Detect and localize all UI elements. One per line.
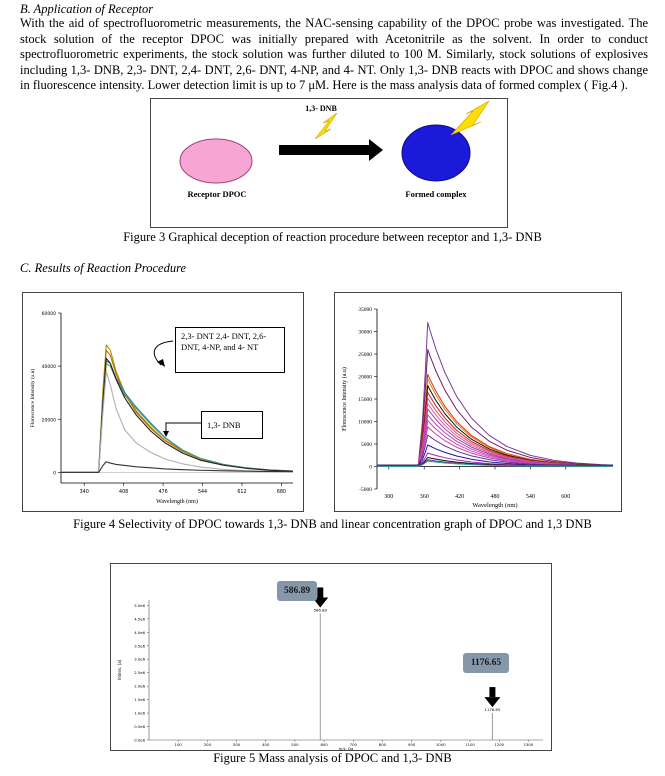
complex-ellipse xyxy=(402,125,470,181)
y-tick-label: 40000 xyxy=(41,365,56,371)
y-tick-label: 15000 xyxy=(358,397,372,403)
y-tick-label: 3.5e6 xyxy=(134,643,145,649)
x-tick-label: 612 xyxy=(237,490,247,495)
x-tick-label: 100 xyxy=(174,742,182,747)
y-axis-label: Florescence Intensity (a.u) xyxy=(342,367,348,431)
x-tick-label: 1100 xyxy=(465,742,475,747)
x-tick-label: 800 xyxy=(378,742,387,747)
x-tick-label: 900 xyxy=(408,742,416,747)
peak-label: 586.89 xyxy=(313,607,327,613)
y-tick-label: 60000 xyxy=(41,312,56,317)
figure4-right-frame xyxy=(334,292,622,512)
x-tick-label: 420 xyxy=(455,494,465,500)
peak-label: 1176.65 xyxy=(484,707,501,713)
peak-callout-586: 586.89 xyxy=(277,581,317,601)
figure4-left-frame xyxy=(22,292,304,512)
y-tick-label: 5.0e6 xyxy=(134,602,145,608)
x-tick-label: 700 xyxy=(349,742,357,747)
annotation-arrow-head xyxy=(157,359,165,367)
figure5-caption: Figure 5 Mass analysis of DPOC and 1,3- DNB xyxy=(213,751,452,765)
x-tick-label: 500 xyxy=(291,742,299,747)
figure3-frame xyxy=(150,98,508,228)
peak-arrow-shaft xyxy=(489,687,495,697)
reaction-arrow-shaft xyxy=(279,145,371,155)
x-tick-label: 360 xyxy=(419,494,429,500)
x-tick-label: 300 xyxy=(232,742,241,747)
x-tick-label: 1200 xyxy=(494,742,505,747)
receptor-label: Receptor DPOC xyxy=(187,189,247,199)
y-tick-label: 0 xyxy=(53,471,56,477)
x-tick-label: 340 xyxy=(79,490,89,495)
arrow-label: 1,3- DNB xyxy=(305,104,337,113)
series-line xyxy=(61,462,293,473)
x-tick-label: 544 xyxy=(197,490,208,495)
reaction-arrow-head xyxy=(369,139,383,161)
section-b-heading: B. Application of Receptor xyxy=(20,2,154,16)
annotation-dnb: 1,3- DNB xyxy=(201,411,263,439)
y-tick-label: -5000 xyxy=(359,487,372,493)
y-tick-label: 3.0e6 xyxy=(134,656,145,662)
y-tick-label: 1.5e6 xyxy=(134,697,145,703)
selectivity-chart xyxy=(23,293,303,511)
complex-label: Formed complex xyxy=(405,189,467,199)
y-axis-label: Intens. [a] xyxy=(117,659,122,681)
bolt-icon xyxy=(315,113,337,139)
x-tick-label: 600 xyxy=(320,742,328,747)
x-axis-label: m/z, Da xyxy=(338,746,354,750)
peak-arrow-shaft xyxy=(317,587,323,597)
annotation-arrow-curve xyxy=(154,341,173,365)
y-tick-label: 25000 xyxy=(358,352,372,358)
peak-callout-1176: 1176.65 xyxy=(463,653,509,673)
y-tick-label: 35000 xyxy=(358,307,372,313)
series-line xyxy=(377,427,613,465)
y-tick-label: 0.0e6 xyxy=(134,737,145,743)
y-tick-label: 30000 xyxy=(358,329,372,336)
x-tick-label: 480 xyxy=(490,494,500,500)
y-tick-label: 5000 xyxy=(361,442,372,448)
y-tick-label: 2.5e6 xyxy=(134,670,145,676)
annotation-other-explosives: 2,3- DNT 2,4- DNT, 2,6- DNT, 4-NP, and 4- NT xyxy=(175,327,285,373)
x-tick-label: 1300 xyxy=(523,742,534,747)
peak-arrow-head xyxy=(484,697,500,707)
x-tick-label: 600 xyxy=(561,494,571,500)
figure5-frame xyxy=(110,563,552,751)
figure4-caption: Figure 4 Selectivity of DPOC towards 1,3- DNB and linear concentration graph of DPOC and 1,3 DNB xyxy=(73,517,592,531)
x-tick-label: 408 xyxy=(119,490,129,495)
x-tick-label: 300 xyxy=(384,494,394,500)
y-tick-label: 10000 xyxy=(358,419,372,426)
y-tick-label: 4.5e6 xyxy=(134,616,145,622)
figure3-caption: Figure 3 Graphical deception of reaction procedure between receptor and 1,3- DNB xyxy=(123,230,542,244)
section-c-heading: C. Results of Reaction Procedure xyxy=(20,261,187,275)
y-tick-label: 4.0e6 xyxy=(134,629,145,635)
x-tick-label: 680 xyxy=(276,490,286,495)
y-tick-label: 0.5e6 xyxy=(134,724,145,730)
x-tick-label: 540 xyxy=(525,494,535,500)
x-tick-label: 476 xyxy=(158,490,168,495)
annotation-arrow-elbow xyxy=(166,423,201,433)
section-b-paragraph: With the aid of spectrofluorometric measurements, the NAC-sensing capability of the DPOC probe was investigated. The stock solution of the receptor DPOC was initially prepared with Acetonitrile as the solvent. In order to conduct spectrofluorometric experiments, the stock solution was further diluted to 100 M. Similarly, stock solutions of explosives including 1,3- DNB, 2,3- DNT, 2,4- DNT, 2,6- DNT, 4-NP, and 4- NT. Only 1,3- DNB reacts with DPOC and shows change in fluorescence intensity. Lower detection limit is up to 7 μM. Here is the mass analysis data of formed complex ( Fig.4 ). xyxy=(20,16,648,92)
y-tick-label: 0 xyxy=(369,464,372,471)
series-line xyxy=(377,350,613,466)
x-tick-label: 200 xyxy=(203,742,211,747)
y-tick-label: 20000 xyxy=(41,418,56,424)
x-tick-label: 400 xyxy=(262,742,270,747)
y-tick-label: 20000 xyxy=(358,374,372,381)
y-tick-label: 1.0e6 xyxy=(134,710,145,716)
bolt-icon xyxy=(451,101,489,135)
x-tick-label: 1000 xyxy=(436,742,446,747)
y-tick-label: 2.0e6 xyxy=(134,683,145,689)
figure3-diagram xyxy=(151,99,507,227)
receptor-ellipse xyxy=(180,139,252,183)
x-axis-label: Wavelength (nm) xyxy=(156,499,198,505)
concentration-chart xyxy=(335,293,621,511)
y-axis-label: Florescence Intensity (a.u) xyxy=(30,368,36,428)
x-axis-label: Wavelength (nm) xyxy=(472,502,518,509)
